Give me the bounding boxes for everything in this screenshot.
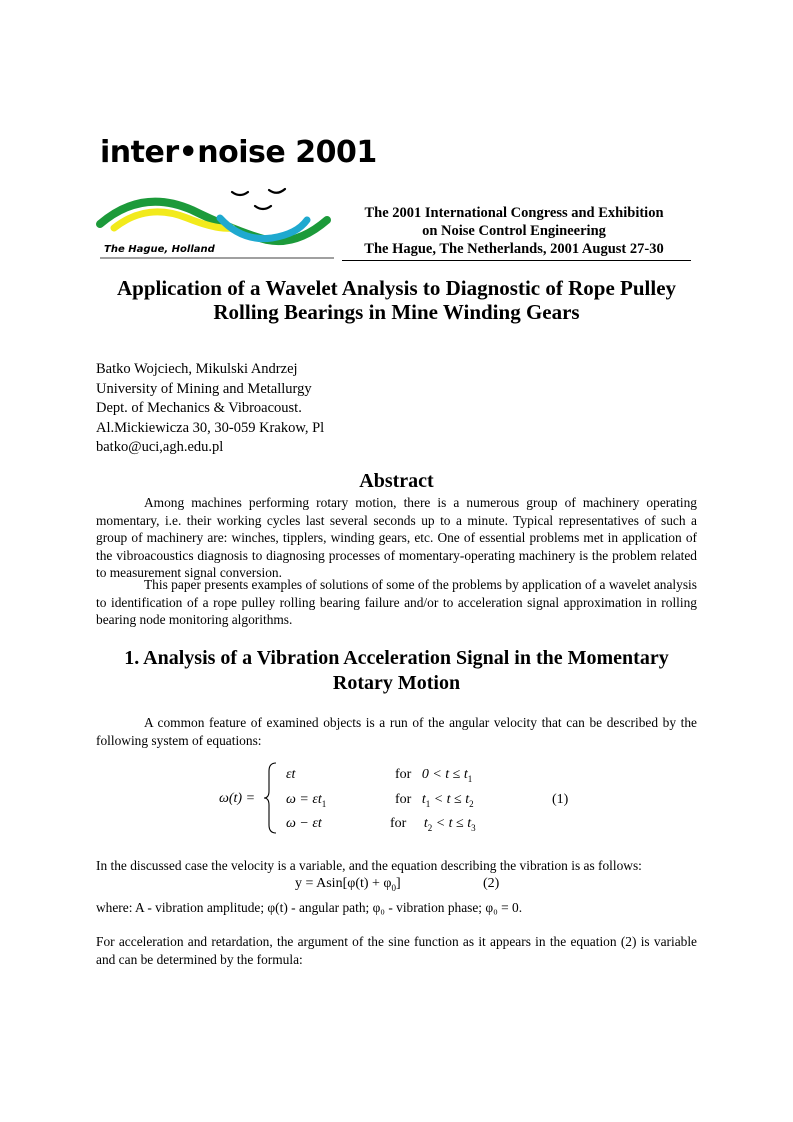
section-1-intro-text: A common feature of examined objects is a run of the angular velocity that can be described by the following system of equations: xyxy=(96,715,697,748)
author-names: Batko Wojciech, Mikulski Andrzej xyxy=(96,361,298,377)
equation-1-case-2 xyxy=(286,792,326,809)
section-1-intro xyxy=(96,714,697,749)
equation-1-cond-3b-sub: 3 xyxy=(471,822,476,833)
equation-2-close: ] xyxy=(396,876,401,891)
equation-1-cond-3b: < t ≤ t xyxy=(432,816,472,831)
author-address: Al.Mickiewicza 30, 30-059 Krakow, Pl xyxy=(96,419,325,436)
equation-1-number: (1) xyxy=(552,792,569,807)
author-block xyxy=(96,360,324,458)
equation-2 xyxy=(295,876,401,893)
conference-logo-wordmark: inter•noise 2001 xyxy=(100,135,377,170)
congress-line-3: The Hague, The Netherlands, 2001 August 27-30 xyxy=(364,241,664,257)
equation-1-brace xyxy=(262,761,278,835)
author-email: batko@uci,agh.edu.pl xyxy=(96,439,224,455)
equation-1-for-3: for xyxy=(390,816,407,831)
equation-1-case-3-text: ω − εt xyxy=(286,816,322,831)
section-1-heading xyxy=(96,646,697,696)
equation-2-sub: 0 xyxy=(391,882,397,893)
author-university: University of Mining and Metallurgy xyxy=(96,380,312,397)
equation-1-cond-1 xyxy=(395,767,472,784)
congress-info xyxy=(336,204,692,258)
equation-1-lhs-text: ω(t) = xyxy=(219,791,256,806)
equation-1-cond-2b-sub: 2 xyxy=(469,798,474,809)
equation-2-text: y = Asin[φ(t) + φ xyxy=(295,876,392,891)
equation-1-case-1 xyxy=(286,767,295,783)
equation-1-cond-3 xyxy=(390,816,476,833)
congress-line-2: on Noise Control Engineering xyxy=(422,223,606,239)
abstract-paragraph-2 xyxy=(96,576,697,629)
paper-title-line-2: Rolling Bearings in Mine Winding Gears xyxy=(213,300,580,324)
equation-1-cond-3a-sub: 2 xyxy=(427,822,433,833)
logo-place-caption: The Hague, Holland xyxy=(104,244,215,255)
section-1-heading-line-2: Rotary Motion xyxy=(332,672,461,694)
equation-1-cond-2a-sub: 1 xyxy=(425,798,431,809)
equation-1-cond-3a: t xyxy=(423,816,428,831)
paper-title-line-1: Application of a Wavelet Analysis to Diagnostic of Rope Pulley xyxy=(116,276,677,300)
equation-1-case-2-text: ω = εt xyxy=(286,792,322,807)
section-1-final-paragraph: For acceleration and retardation, the argument of the sine function as it appears in the equation (2) is variable and can be determined by the formula: xyxy=(96,934,697,967)
equation-1-case-3 xyxy=(286,816,322,832)
congress-line-1: The 2001 International Congress and Exhibition xyxy=(364,205,664,221)
abstract-paragraph-1-text: Among machines performing rotary motion, there is a numerous group of machinery operating momentary, i.e. their working cycles last several seconds up to a minute. Typical representatives of such a group of machinery are: winches, tipplers, winding gears, etc. One of essential problems met in application of the vibroacoustics diagnosis to diagnosing processes of momentary-operating machinery is the problem related to measurement signal conversion. xyxy=(96,495,697,580)
equation-1-cond-1-text: 0 < t ≤ t xyxy=(421,767,468,782)
section-1-heading-line-1: 1. Analysis of a Vibration Acceleration Signal in the Momentary xyxy=(124,647,669,669)
section-1-after-eq1: In the discussed case the velocity is a variable, and the equation describing the vibration is as follows: xyxy=(96,858,642,873)
equation-1-case-2-sub: 1 xyxy=(321,798,327,809)
equation-2-where: where: A - vibration amplitude; φ(t) - angular path; φ₀ - vibration phase; φ₀ = 0. xyxy=(96,900,523,915)
equation-1-cond-2a: t xyxy=(421,792,426,807)
equation-1-cond-2b: < t ≤ t xyxy=(430,792,470,807)
equation-1-case-1-text: εt xyxy=(286,767,296,782)
equation-1-cond-2 xyxy=(395,792,474,809)
equation-1-for-1: for xyxy=(395,767,412,782)
equation-1-lhs xyxy=(219,791,255,807)
abstract-paragraph-1 xyxy=(96,494,697,582)
abstract-heading: Abstract xyxy=(359,470,434,492)
equation-1-cond-1-sub: 1 xyxy=(467,773,473,784)
equation-1-for-2: for xyxy=(395,792,412,807)
header-divider xyxy=(342,260,691,261)
paper-title xyxy=(90,276,703,324)
equation-2-number: (2) xyxy=(483,876,500,891)
abstract-paragraph-2-text: This paper presents examples of solutions of some of the problems by application of a wavelet analysis to identification of a rope pulley rolling bearing failure and/or to acceleration signal approximation in rolling bearing node monitoring algorithms. xyxy=(96,577,697,627)
author-department: Dept. of Mechanics & Vibroacoust. xyxy=(96,400,302,416)
